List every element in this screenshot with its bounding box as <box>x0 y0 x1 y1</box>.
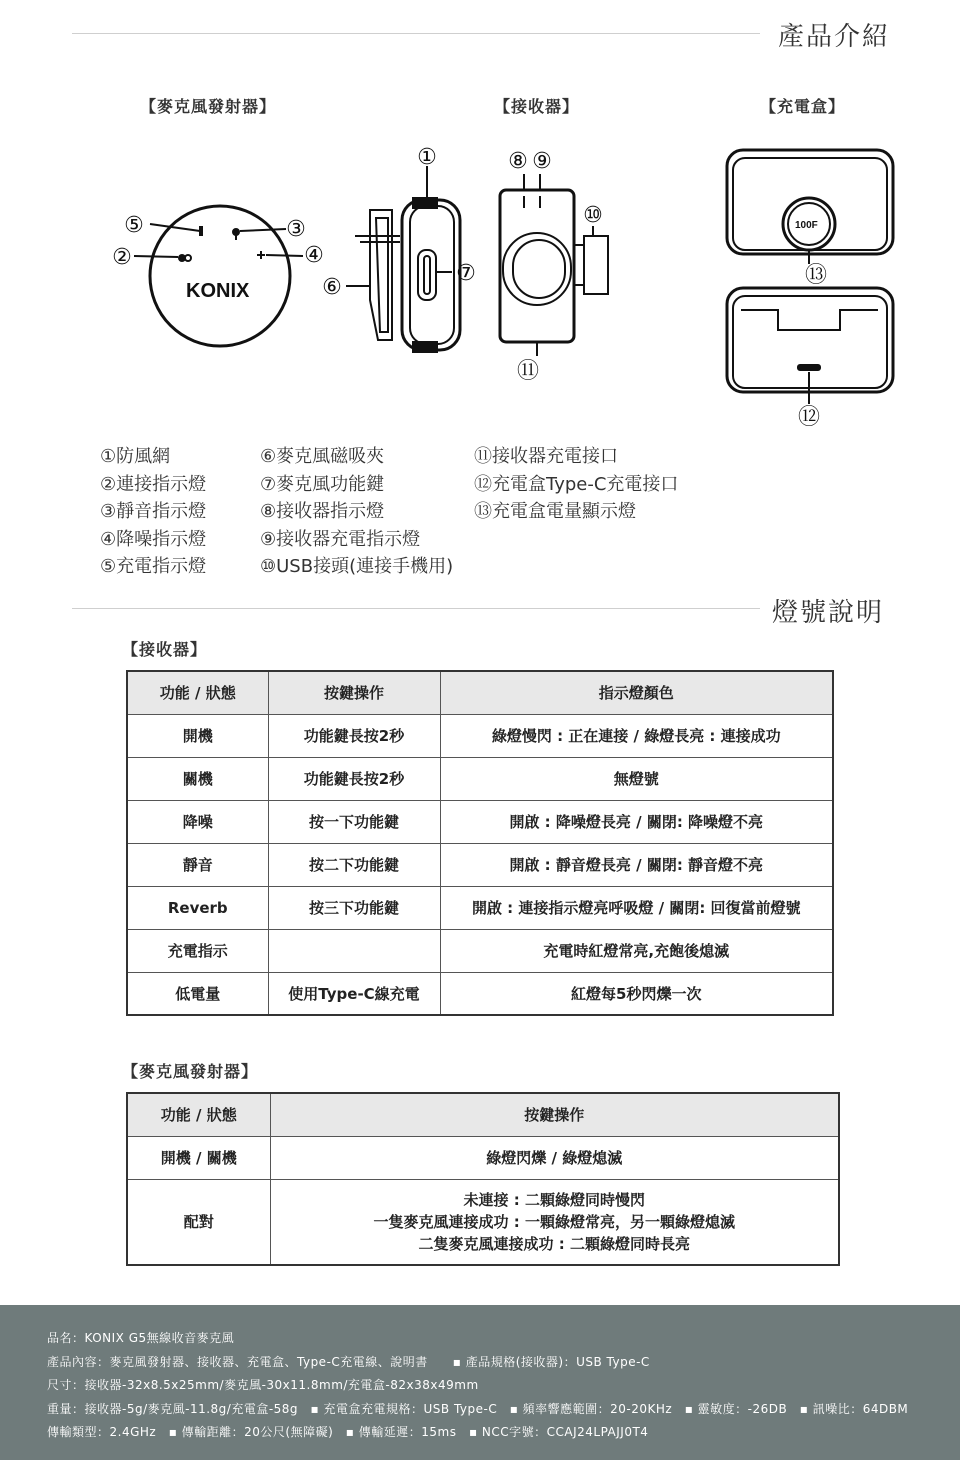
pairing-line: 未連接 : 二顆綠燈同時慢閃 <box>463 1190 645 1209</box>
legend-item: ⑬充電盒電量顯示燈 <box>474 501 636 522</box>
table-header: 功能 / 狀態 <box>127 1093 270 1136</box>
table-cell <box>270 1179 839 1265</box>
table-row <box>127 843 833 886</box>
mic-side-illustration <box>346 166 460 352</box>
table-row <box>127 714 833 757</box>
table-cell: 紅燈每5秒閃爍一次 <box>440 972 833 1015</box>
spec-footer <box>0 1305 960 1460</box>
callout-12: ⑫ <box>797 405 821 430</box>
table-row <box>127 757 833 800</box>
table-header: 按鍵操作 <box>268 671 440 714</box>
table-cell: 開機 / 關機 <box>127 1136 270 1179</box>
table-row <box>127 800 833 843</box>
table-cell: 低電量 <box>127 972 268 1015</box>
mic-diagram-label: 【麥克風發射器】 <box>140 97 277 116</box>
table-cell: 開啟 : 連接指示燈亮呼吸燈 / 關閉: 回復當前燈號 <box>440 886 833 929</box>
legend-item: ⑦麥克風功能鍵 <box>260 473 385 495</box>
case-base-illustration <box>727 288 893 404</box>
legend-item: ⑪接收器充電接口 <box>474 446 618 467</box>
section-divider <box>72 608 760 609</box>
table-row <box>127 929 833 972</box>
spec-line: 尺寸：接收器-32x8.5x25mm/麥克風-30x11.8mm/充電盒-82x38x49mm <box>47 1378 479 1392</box>
table-cell: 充電時紅燈常亮,充飽後熄滅 <box>440 929 833 972</box>
table-cell: 按二下功能鍵 <box>268 843 440 886</box>
spec-line: 產品內容：麥克風發射器、接收器、充電盒、Type-C充電線、說明書 ▪ 產品規格(接收器)：USB Type-C <box>47 1355 650 1369</box>
callout-7: ⑦ <box>456 261 476 286</box>
table-cell: 開機 <box>127 714 268 757</box>
callout-4: ④ <box>304 243 324 268</box>
legend-item: ⑤充電指示燈 <box>100 556 207 577</box>
mic-front-illustration <box>134 206 303 346</box>
product-diagram <box>0 130 960 430</box>
spec-line: 傳輸類型：2.4GHz ▪ 傳輸距離：20公尺(無障礙) ▪ 傳輸延遲：15ms ▪ NCC字號：CCAJ24LPAJJ0T4 <box>47 1425 649 1439</box>
mic-table-title: 【麥克風發射器】 <box>122 1062 259 1081</box>
table-row <box>127 886 833 929</box>
table-header: 指示燈顏色 <box>440 671 833 714</box>
legend-item: ①防風網 <box>100 446 171 467</box>
legend-item: ⑥麥克風磁吸夾 <box>260 446 385 467</box>
table-row <box>127 1136 839 1179</box>
table-cell: 功能鍵長按2秒 <box>268 757 440 800</box>
spec-line: 重量：接收器-5g/麥克風-11.8g/充電盒-58g ▪ 充電盒充電規格：USB Type-C ▪ 頻率響應範圍：20-20KHz ▪ 靈敏度：-26DB ▪ 訊噪比：64DBM <box>47 1402 909 1416</box>
callout-1: ① <box>417 145 437 170</box>
receiver-diagram-label: 【接收器】 <box>494 97 580 116</box>
case-battery-display: 100F <box>795 220 818 231</box>
legend-column-3 <box>474 443 678 526</box>
receiver-table-title: 【接收器】 <box>122 640 208 659</box>
table-row <box>127 1179 839 1265</box>
section-title-lights: 燈號說明 <box>772 598 885 628</box>
table-row <box>127 972 833 1015</box>
pairing-line: 一隻麥克風連接成功 : 一顆綠燈常亮，另一顆綠燈熄滅 <box>373 1212 735 1231</box>
konix-logo: KONIX <box>186 280 250 302</box>
pairing-line: 二隻麥克風連接成功 : 二顆綠燈同時長亮 <box>418 1234 690 1253</box>
case-diagram-label: 【充電盒】 <box>760 97 846 116</box>
table-cell: 無燈號 <box>440 757 833 800</box>
table-cell: 關機 <box>127 757 268 800</box>
legend-item: ⑫充電盒Type-C充電接口 <box>474 473 679 495</box>
spec-line: 品名：KONIX G5無線收音麥克風 <box>47 1331 235 1345</box>
legend-column-2 <box>260 443 453 581</box>
callout-9: ⑨ <box>532 149 552 174</box>
mic-light-table <box>126 1092 840 1266</box>
table-cell: 降噪 <box>127 800 268 843</box>
callout-3: ③ <box>286 217 306 242</box>
section-divider <box>72 33 760 34</box>
legend-item: ⑨接收器充電指示燈 <box>260 528 421 550</box>
table-header: 按鍵操作 <box>270 1093 839 1136</box>
table-cell: 開啟 : 降噪燈長亮 / 關閉: 降噪燈不亮 <box>440 800 833 843</box>
table-cell: 配對 <box>127 1179 270 1265</box>
case-lid-illustration <box>727 150 893 264</box>
table-cell: 功能鍵長按2秒 <box>268 714 440 757</box>
callout-5: ⑤ <box>124 213 144 238</box>
section-title-intro: 產品介紹 <box>778 22 891 52</box>
table-cell: 按一下功能鍵 <box>268 800 440 843</box>
callout-8: ⑧ <box>508 149 528 174</box>
receiver-illustration <box>500 174 608 356</box>
callout-13: ⑬ <box>804 263 828 288</box>
table-cell: Reverb <box>127 886 268 929</box>
table-cell: 使用Type-C線充電 <box>268 972 440 1015</box>
callout-11: ⑪ <box>516 359 540 384</box>
table-cell <box>268 929 440 972</box>
table-cell: 開啟 : 靜音燈長亮 / 關閉: 靜音燈不亮 <box>440 843 833 886</box>
callout-6: ⑥ <box>322 275 342 300</box>
table-header: 功能 / 狀態 <box>127 671 268 714</box>
legend-column-1 <box>100 443 206 581</box>
legend-item: ④降噪指示燈 <box>100 528 207 550</box>
callout-2: ② <box>112 245 132 270</box>
table-cell: 按三下功能鍵 <box>268 886 440 929</box>
legend-item: ③靜音指示燈 <box>100 501 207 522</box>
legend-item: ②連接指示燈 <box>100 473 207 495</box>
receiver-light-table <box>126 670 834 1016</box>
legend-item: ⑧接收器指示燈 <box>260 501 385 522</box>
table-cell: 靜音 <box>127 843 268 886</box>
table-cell: 充電指示 <box>127 929 268 972</box>
legend-item: ⑩USB接頭(連接手機用) <box>260 556 454 577</box>
table-cell: 綠燈閃爍 / 綠燈熄滅 <box>270 1136 839 1179</box>
callout-10: ⑩ <box>583 203 603 228</box>
table-cell: 綠燈慢閃 : 正在連接 / 綠燈長亮 : 連接成功 <box>440 714 833 757</box>
